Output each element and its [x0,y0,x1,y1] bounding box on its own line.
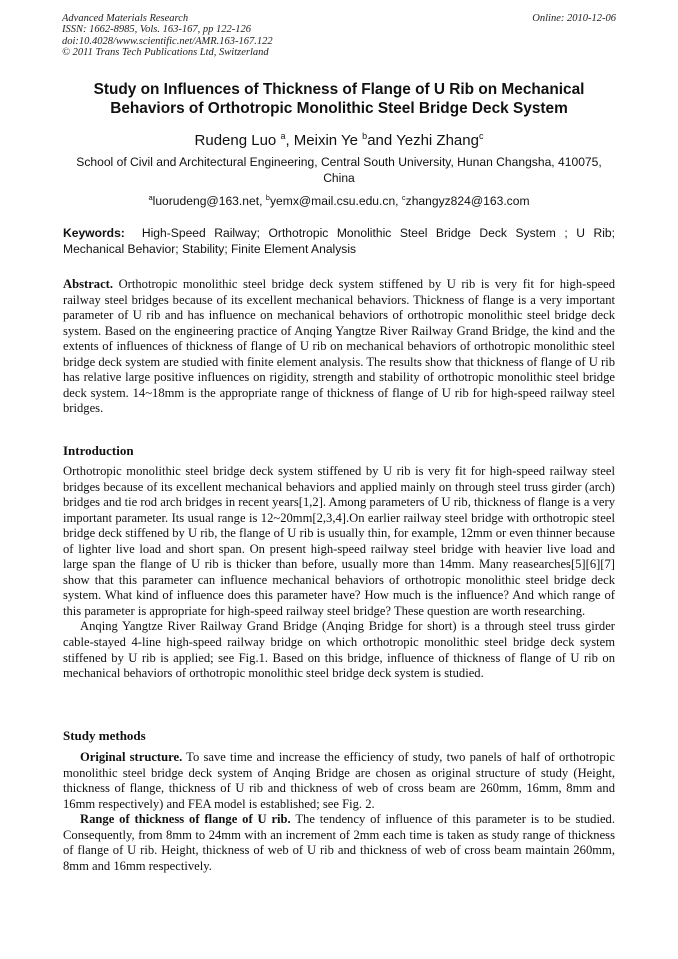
introduction-paragraph: Anqing Yangtze River Railway Grand Bridge (Anqing Bridge for short) is a through steel truss girder cable-stayed 4-line high-speed railway bridge on which orthotropic monolithic steel bridge deck system stiffened by U rib is applied; see Fig.1. Based on this bridge, influence of thickness of flange of U rib on mechanical behaviors of orthotropic monolithic steel bridge deck system is studied. [63,619,615,681]
methods-body [63,750,615,874]
methods-paragraph: To save time and increase the efficiency of study, two panels of half of orthotropic monolithic steel bridge deck system of Anqing Bridge are chosen as original structure of study (Height, thickness of flange, thickness of U rib and thickness of web of cross beam are 260mm, 16mm, 8mm and 16mm respectively) and FEA model is established; see Fig. 2. [63,750,615,811]
email-address: yemx@mail.csu.edu.cn, [269,194,402,208]
introduction-heading: Introduction [63,443,134,458]
introduction-paragraph: Orthotropic monolithic steel bridge deck system stiffened by U rib is very fit for high-speed railway steel bridges because of its excellent mechanical behaviors and applied mainly on through steel truss girder (arch) bridges and tie rod arch bridges in recent years[1,2]. Among parameters of U rib, thickness of flange is a very important parameter. Its usual range is 12~20mm[2,3,4].On earlier railway steel bridge with orthotropic steel bridge deck stiffened by U rib, the flange of U rib is usually thin, for example, 12mm or even thinner because of lighter live load and short span. On present high-speed railway steel bridge with heavier live load and large span the flange of U rib is thicker than before, usually more than 14mm. Many reasearches[5][6][7] show that this parameter can influence mechanical behaviors of orthotropic monolithic steel bridge deck system. What kind of influence does this parameter have? How much is the influence? And which range of this parameter is appropriate for high-speed railway steel bridge? These question are worth researching. [63,464,615,618]
author-name: Rudeng Luo [194,132,277,149]
email-list [60,190,618,209]
keywords [63,226,615,257]
journal-doi: doi:10.4028/www.scientific.net/AMR.163-167.122 [62,35,273,47]
affiliation: School of Civil and Architectural Engineering, Central South University, Hunan Changsha, 410075, China [76,155,602,185]
methods-subheading: Range of thickness of flange of U rib. [80,812,291,827]
email-mark: c [401,193,406,202]
author-name: and Yezhi Zhang [367,132,479,149]
email-mark: a [148,193,153,202]
paper-title: Study on Influences of Thickness of Flange of U Rib on Mechanical Behaviors of Orthotropic Monolithic Steel Bridge Deck System [93,81,585,117]
journal-header [62,13,273,59]
author-mark: c [478,131,484,141]
online-date: Online: 2010-12-06 [532,13,616,24]
email-address: zhangyz824@163.com [405,194,530,208]
abstract [63,277,615,417]
author-mark: b [362,131,368,141]
methods-heading: Study methods [63,728,146,743]
keywords-text: High-Speed Railway; Orthotropic Monolithic Steel Bridge Deck System ; U Rib; Mechanical Behavior; Stability; Finite Element Analysis [63,226,615,256]
methods-paragraph: The tendency of influence of this parameter is to be studied. Consequently, from 8mm to 24mm with an increment of 2mm each time is taken as study range of thickness of flange of U rib. Height, thickness of web of U rib and thickness of web of cross beam maintain 260mm, 8mm and 16mm respectively. [63,812,615,873]
email-mark: b [265,193,270,202]
journal-name: Advanced Materials Research [62,13,189,24]
abstract-label: Abstract. [63,277,114,291]
abstract-text: Orthotropic monolithic steel bridge deck system stiffened by U rib is very fit for high-speed railway steel bridges because of its excellent mechanical behaviors. Thickness of flange is a very important parameter of U rib and has influence on mechanical behaviors of orthotropic monolithic steel bridge deck system. Based on the engineering practice of Anqing Yangtze River Railway Grand Bridge, the kind and the extents of influences of thickness of flange of U rib on mechanical behaviors of orthotropic monolithic steel bridge deck system are studied with finite element analysis. The results show that thickness of flange of U rib has relative large positive influences on rigidity, strength and stability of orthotropic monolithic steel bridge deck system. 14~18mm is the appropriate range of thickness of flange of U rib for high-speed railway steel bridges. [63,277,616,416]
email-address: luorudeng@163.net, [152,194,266,208]
journal-issn: ISSN: 1662-8985, Vols. 163-167, pp 122-126 [62,24,251,36]
journal-copyright: © 2011 Trans Tech Publications Ltd, Switzerland [62,47,269,59]
methods-subheading: Original structure. [80,750,183,764]
keywords-label: Keywords: [63,226,125,240]
introduction-body [63,464,615,682]
author-name: , Meixin Ye [285,132,358,149]
author-list [60,127,618,150]
author-mark: a [280,131,286,141]
